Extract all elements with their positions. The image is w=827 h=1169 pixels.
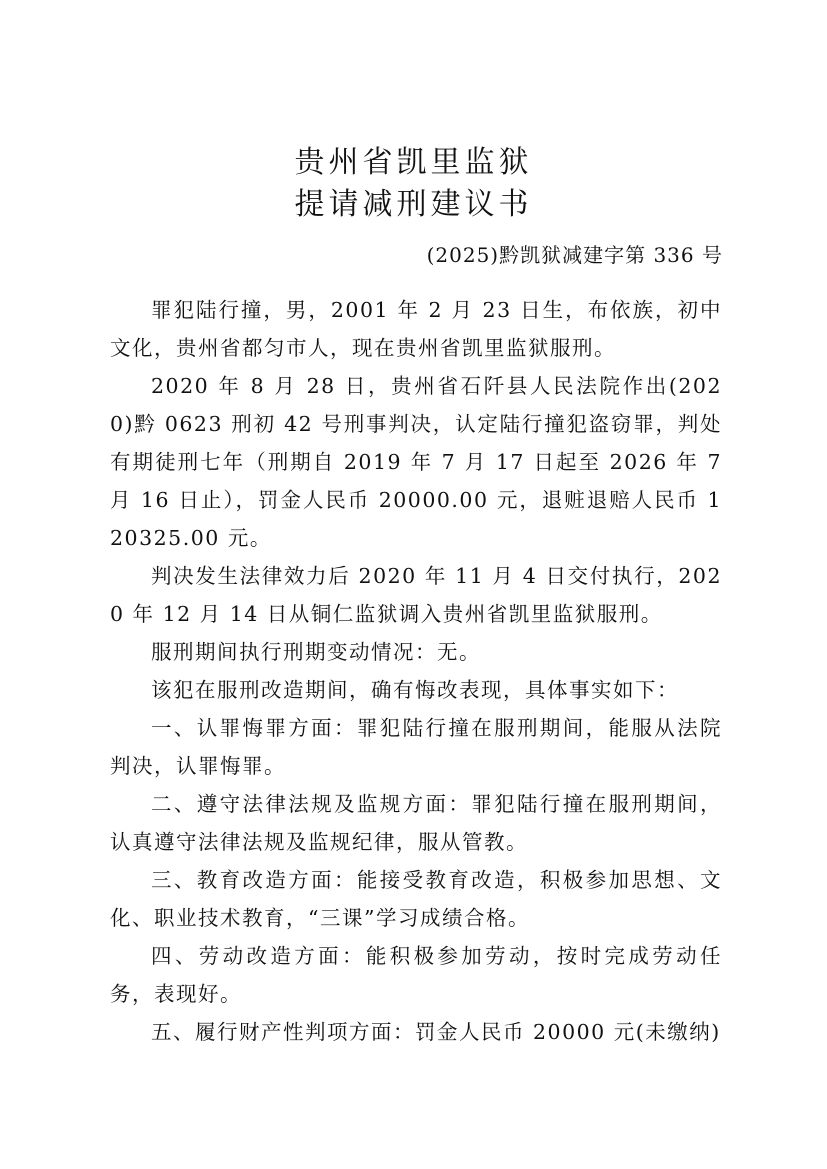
paragraph-property-judgment: 五、履行财产性判项方面：罚金人民币 20000 元(未缴纳) [151,1020,721,1044]
document-body [110,291,722,1051]
paragraph-sentence-change: 服刑期间执行刑期变动情况：无。 [151,640,481,664]
document-title-line-2: 提请减刑建议书 [294,187,533,222]
paragraph-judgment: 2020 年 8 月 28 日，贵州省石阡县人民法院作出(2020)黔 0623 刑初 42 号刑事判决，认定陆行撞犯盗窃罪，判处有期徒刑七年（刑期自 2019 年 7 月 17 日起至 2026 年 7 月 16 日止），罚金人民币 20000.00 元，退赃退赔人民币 120325.00 元。 [110,374,722,550]
paragraph-education: 三、教育改造方面：能接受教育改造，积极参加思想、文化、职业技术教育，“三课”学习成绩合格。 [110,868,722,930]
paragraph-repentance-intro: 该犯在服刑改造期间，确有悔改表现，具体事实如下： [151,678,679,702]
document-number: (2025)黔凯狱减建字第 336 号 [426,243,723,267]
paragraph-criminal-info: 罪犯陆行撞，男，2001 年 2 月 23 日生，布依族，初中文化，贵州省都匀市人，现在贵州省凯里监狱服刑。 [110,298,722,360]
paragraph-obey-rules: 二、遵守法律法规及监规方面：罪犯陆行撞在服刑期间，认真遵守法律法规及监规纪律，服从管教。 [110,792,722,854]
document-title-line-1: 贵州省凯里监狱 [294,145,533,180]
paragraph-labor: 四、劳动改造方面：能积极参加劳动，按时完成劳动任务，表现好。 [110,944,722,1006]
paragraph-execution: 判决发生法律效力后 2020 年 11 月 4 日交付执行，2020 年 12 月 14 日从铜仁监狱调入贵州省凯里监狱服刑。 [110,564,722,626]
paragraph-admit-guilt: 一、认罪悔罪方面：罪犯陆行撞在服刑期间，能服从法院判决，认罪悔罪。 [110,716,722,778]
